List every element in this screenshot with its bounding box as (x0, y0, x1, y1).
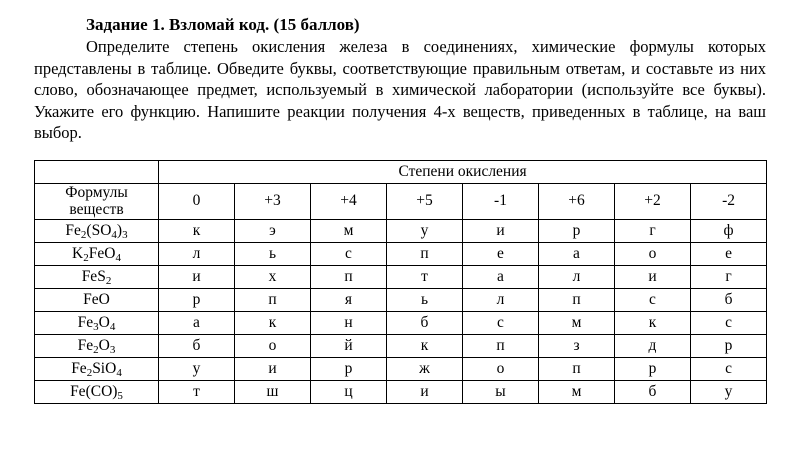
table-header-row (35, 184, 767, 219)
formula-cell: $Fe(CO)_5$ (35, 380, 159, 403)
letter-cell[interactable]: р (159, 288, 235, 311)
letter-cell[interactable]: с (311, 242, 387, 265)
table-row (35, 380, 767, 403)
letter-cell[interactable]: р (311, 357, 387, 380)
letter-cell[interactable]: д (615, 334, 691, 357)
letter-cell[interactable]: п (539, 357, 615, 380)
oxidation-state-4: -1 (463, 184, 539, 219)
letter-cell[interactable]: с (691, 311, 767, 334)
oxidation-state-7: -2 (691, 184, 767, 219)
letter-cell[interactable]: н (311, 311, 387, 334)
letter-cell[interactable]: у (387, 219, 463, 242)
letter-cell[interactable]: а (159, 311, 235, 334)
letter-cell[interactable]: т (159, 380, 235, 403)
letter-cell[interactable]: и (159, 265, 235, 288)
corner-cell-empty (35, 161, 159, 184)
letter-cell[interactable]: к (387, 334, 463, 357)
letter-cell[interactable]: л (539, 265, 615, 288)
letter-cell[interactable]: п (235, 288, 311, 311)
letter-cell[interactable]: о (463, 357, 539, 380)
letter-cell[interactable]: у (691, 380, 767, 403)
letter-cell[interactable]: п (539, 288, 615, 311)
letter-cell[interactable]: п (311, 265, 387, 288)
letter-cell[interactable]: ь (235, 242, 311, 265)
letter-cell[interactable]: ф (691, 219, 767, 242)
letter-cell[interactable]: е (463, 242, 539, 265)
letter-cell[interactable]: э (235, 219, 311, 242)
letter-cell[interactable]: р (615, 357, 691, 380)
letter-cell[interactable]: а (539, 242, 615, 265)
oxidation-state-5: +6 (539, 184, 615, 219)
letter-cell[interactable]: п (387, 242, 463, 265)
formula-cell: FeO (35, 288, 159, 311)
letter-cell[interactable]: ш (235, 380, 311, 403)
letter-cell[interactable]: ц (311, 380, 387, 403)
letter-cell[interactable]: к (615, 311, 691, 334)
letter-cell[interactable]: п (463, 334, 539, 357)
letter-cell[interactable]: и (235, 357, 311, 380)
oxidation-state-3: +5 (387, 184, 463, 219)
letter-cell[interactable]: т (387, 265, 463, 288)
oxidation-state-2: +4 (311, 184, 387, 219)
table-row (35, 219, 767, 242)
letter-cell[interactable]: р (691, 334, 767, 357)
letter-cell[interactable]: о (235, 334, 311, 357)
letter-cell[interactable]: м (539, 311, 615, 334)
oxidation-state-6: +2 (615, 184, 691, 219)
letter-cell[interactable]: ж (387, 357, 463, 380)
oxidation-state-1: +3 (235, 184, 311, 219)
row-header-formulas: Формулы веществ (35, 184, 159, 219)
letter-cell[interactable]: с (691, 357, 767, 380)
formula-cell: $Fe_2(SO_4)_3$ (35, 219, 159, 242)
letter-cell[interactable]: ы (463, 380, 539, 403)
letter-cell[interactable]: е (691, 242, 767, 265)
letter-cell[interactable]: б (159, 334, 235, 357)
formula-cell: $Fe_2O_3$ (35, 334, 159, 357)
oxidation-state-0: 0 (159, 184, 235, 219)
table-row (35, 265, 767, 288)
formula-cell: $Fe_3O_4$ (35, 311, 159, 334)
task-instructions: Определите степень окисления железа в соединениях, химические формулы которых представлены в таблице. Обведите буквы, соответствующие правильным ответам, и составьте из них слово, обозначающее предмет, используемый в химической лаборатории (используйте все буквы). Укажите его функцию. Напишите реакции получения 4-х веществ, приведенных в таблице, на ваш выбор. (34, 37, 766, 142)
letter-cell[interactable]: л (159, 242, 235, 265)
letter-cell[interactable]: р (539, 219, 615, 242)
table-row (35, 242, 767, 265)
letter-cell[interactable]: о (615, 242, 691, 265)
letter-cell[interactable]: б (615, 380, 691, 403)
letter-cell[interactable]: и (615, 265, 691, 288)
letter-cell[interactable]: з (539, 334, 615, 357)
letter-cell[interactable]: к (159, 219, 235, 242)
letter-cell[interactable]: и (387, 380, 463, 403)
letter-cell[interactable]: г (691, 265, 767, 288)
letter-cell[interactable]: й (311, 334, 387, 357)
table-body (35, 161, 767, 403)
table-row (35, 334, 767, 357)
letter-cell[interactable]: м (539, 380, 615, 403)
letter-cell[interactable]: х (235, 265, 311, 288)
letter-cell[interactable]: у (159, 357, 235, 380)
formula-cell: $K_2FeO_4$ (35, 242, 159, 265)
letter-cell[interactable]: г (615, 219, 691, 242)
table-row (35, 288, 767, 311)
letter-cell[interactable]: л (463, 288, 539, 311)
page-title: Задание 1. Взломай код. (15 баллов) (86, 15, 360, 34)
letter-cell[interactable]: с (463, 311, 539, 334)
letter-cell[interactable]: б (691, 288, 767, 311)
formula-cell: $Fe_2SiO_4$ (35, 357, 159, 380)
oxidation-states-table (34, 160, 767, 403)
letter-cell[interactable]: и (463, 219, 539, 242)
letter-cell[interactable]: ь (387, 288, 463, 311)
letter-cell[interactable]: с (615, 288, 691, 311)
letter-cell[interactable]: я (311, 288, 387, 311)
group-header-oxidation-states: Степени окисления (159, 161, 767, 184)
letter-cell[interactable]: а (463, 265, 539, 288)
letter-cell[interactable]: м (311, 219, 387, 242)
table-row (35, 311, 767, 334)
table-group-header-row (35, 161, 767, 184)
letter-cell[interactable]: б (387, 311, 463, 334)
letter-cell[interactable]: к (235, 311, 311, 334)
table-row (35, 357, 767, 380)
formula-cell: FeS$_2$ (35, 265, 159, 288)
